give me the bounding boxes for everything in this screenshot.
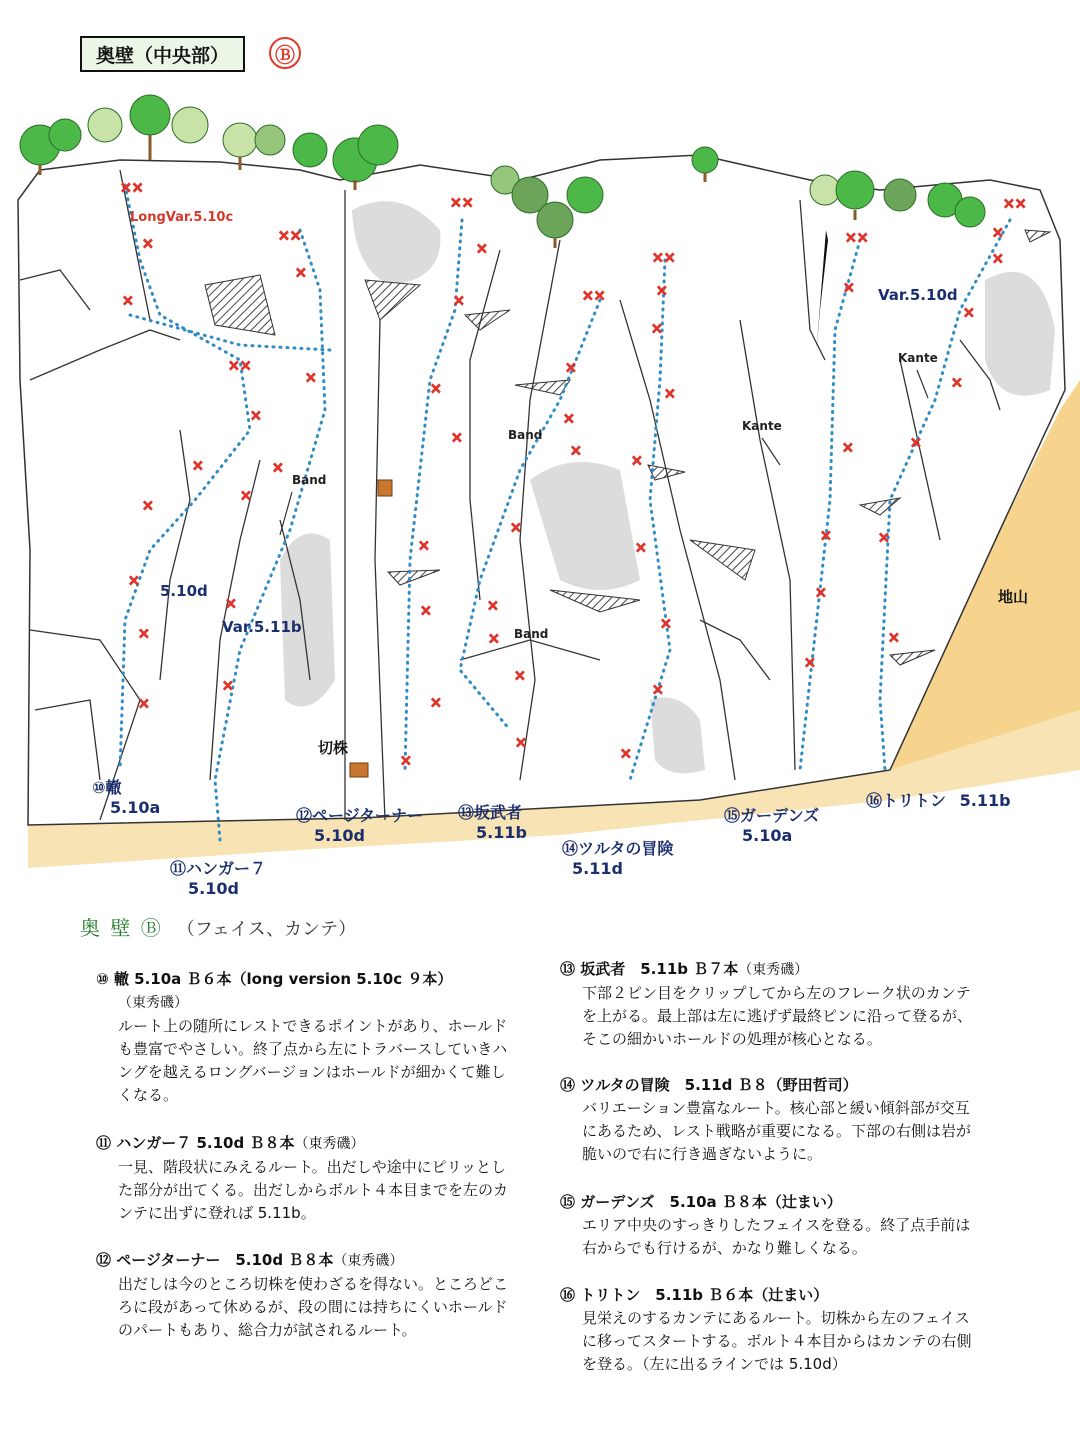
band-label-low: Band (514, 627, 549, 641)
bolt-mark: × (451, 430, 463, 446)
bolt-mark: × (515, 735, 527, 751)
bolt-mark: × (420, 603, 432, 619)
bolt-mark: × (430, 695, 442, 711)
bolt-mark: × (635, 540, 647, 556)
description-title: トリトン 5.11b Ｂ６本（辻まい） (580, 1286, 829, 1304)
description-route-15 (560, 1191, 980, 1260)
bolt-mark: ×× (228, 358, 252, 374)
description-title: 坂武者 5.11b Ｂ７本 (580, 960, 739, 978)
bolt-mark: × (138, 626, 150, 642)
description-num: ⑮ (560, 1193, 576, 1211)
description-head (560, 1074, 980, 1097)
bolt-mark: × (240, 488, 252, 504)
tree-8 (293, 133, 327, 167)
tree-5 (172, 107, 208, 143)
band-label-mid: Band (508, 428, 543, 442)
description-num: ⑩ (96, 970, 109, 988)
description-tag: （東秀磯） (333, 1253, 404, 1269)
crack-16 (460, 640, 600, 660)
route-15-name: ガーデンズ (740, 806, 820, 825)
route-13-name: 坂武者 (474, 803, 523, 822)
section-heading (80, 912, 356, 941)
bolt-mark: × (305, 370, 317, 386)
bolt-mark: × (514, 668, 526, 684)
crack-10 (470, 250, 500, 600)
route-14-grade: 5.11d (572, 859, 623, 878)
description-body: 一見、階段状にみえるルート。出だしや途中にピリッとした部分が出てくる。出だしからボルト４本目までを左のカンテに出ずに登れば 5.11b。 (118, 1158, 509, 1222)
overhang-3 (465, 310, 510, 330)
route-11-grade: 5.10d (188, 879, 239, 898)
bolt-mark: × (820, 528, 832, 544)
description-tag: （東秀磯） (294, 1136, 365, 1152)
bolt-mark: × (842, 440, 854, 456)
route-15-label (724, 806, 819, 846)
tree-6 (223, 123, 257, 157)
bolt-mark: × (565, 360, 577, 376)
description-title: ハンガー７ 5.10d Ｂ８本 (116, 1134, 295, 1152)
route-12-name: ページターナー (312, 806, 424, 825)
description-title: ツルタの冒険 5.11d Ｂ８（野田哲司） (580, 1076, 858, 1094)
bolt-mark: ×× (120, 180, 144, 196)
tree-15 (692, 147, 718, 173)
description-num: ⑫ (96, 1251, 112, 1269)
section-subtitle: （フェイス、カンテ） (176, 919, 357, 940)
overhang-5 (388, 570, 440, 585)
bolt-mark: ×× (1003, 196, 1027, 212)
description-head (96, 968, 516, 991)
bolt-mark: × (192, 458, 204, 474)
bolt-mark: × (400, 753, 412, 769)
bolt-mark: × (660, 616, 672, 632)
overhang-7 (690, 540, 755, 580)
route-11-num: ⑪ (170, 859, 187, 878)
route-16-label (866, 791, 1011, 811)
overhang-2 (365, 280, 420, 320)
description-num: ⑭ (560, 1076, 576, 1094)
kante-label-mid: Kante (742, 419, 782, 433)
route-14-label (562, 839, 673, 879)
shadow-area-4 (650, 698, 705, 774)
ground-label: 地山 (998, 588, 1029, 606)
bolt-mark: × (620, 746, 632, 762)
description-body: バリエーション豊富なルート。核心部と緩い傾斜部が交互にあるため、レスト戦略が重要になる。下部の右側は岩が脆いので右に行き過ぎないように。 (582, 1099, 971, 1163)
description-head (96, 1132, 516, 1156)
description-num: ⑯ (560, 1286, 576, 1304)
tree-13 (537, 202, 573, 238)
tree-14 (567, 177, 603, 213)
bolt-mark: × (142, 498, 154, 514)
description-body (96, 991, 516, 1107)
route-15-num: ⑮ (724, 806, 741, 825)
page-title: 奥壁（中央部） (80, 36, 245, 72)
route-16-num: ⑯ (866, 791, 883, 810)
long-var-label: LongVar.5.10c (130, 210, 234, 225)
bolt-mark: × (510, 520, 522, 536)
bolt-mark: × (476, 241, 488, 257)
description-route-14 (560, 1074, 980, 1166)
stump-upper (378, 480, 392, 496)
bolt-mark: × (910, 435, 922, 451)
route-10-grade: 5.10a (110, 798, 161, 817)
tree-line (20, 95, 985, 248)
bolt-mark: × (138, 696, 150, 712)
bolt-mark: ×× (582, 288, 606, 304)
var-510d-label: Var.5.10d (878, 286, 958, 304)
crack-13 (740, 320, 795, 770)
tree-2 (49, 119, 81, 151)
tree-10 (358, 125, 398, 165)
description-route-16 (560, 1284, 980, 1376)
route-13-num: ⑬ (458, 803, 475, 822)
bolt-mark: × (843, 280, 855, 296)
bolt-mark: × (272, 460, 284, 476)
description-title: ページターナー 5.10d Ｂ８本 (116, 1251, 334, 1269)
kante-label-right: Kante (898, 351, 938, 365)
bolt-mark: × (453, 293, 465, 309)
bolt-mark: × (992, 225, 1004, 241)
route-10-name: 轍 (105, 778, 122, 797)
route-10-label (92, 778, 160, 818)
route-13-grade: 5.11b (476, 823, 527, 842)
route-12-num: ⑫ (296, 806, 313, 825)
crack-5 (160, 430, 190, 680)
description-route-13 (560, 958, 980, 1051)
overhang-4 (515, 380, 570, 395)
description-tag: （東秀磯） (738, 962, 809, 978)
description-body: エリア中央のすっきりしたフェイスを登る。終了点手前は右からでも行けるが、かなり難しくなる。 (582, 1216, 971, 1257)
overhang-10 (890, 650, 935, 665)
bolt-mark: × (992, 251, 1004, 267)
crack-18 (20, 270, 90, 310)
overhang-11 (1025, 230, 1050, 242)
description-body: 出だしは今のところ切株を使わざるを得ない。ところどころに段があって休めるが、段の間には持ちにくいホールドのパートもあり、総合力が試されるルート。 (118, 1275, 509, 1339)
bolt-mark: × (563, 411, 575, 427)
bolt-mark: × (128, 573, 140, 589)
bolt-mark: ×× (278, 228, 302, 244)
dark-crack (816, 230, 828, 355)
bolt-mark: × (142, 236, 154, 252)
route-11-label (170, 859, 266, 899)
description-route-12 (96, 1249, 516, 1342)
shadow-area-5 (985, 272, 1055, 396)
tree-18 (884, 179, 916, 211)
description-tag: （東秀磯） (118, 995, 188, 1011)
bolt-mark: × (804, 655, 816, 671)
tree-17 (836, 171, 874, 209)
route-15-grade: 5.10a (742, 826, 793, 845)
description-route-11 (96, 1132, 516, 1225)
bolt-mark: × (951, 375, 963, 391)
route-16-grade: 5.11b (959, 791, 1011, 810)
description-head (560, 1284, 980, 1307)
description-text: ルート上の随所にレストできるポイントがあり、ホールドも豊富でやさしい。終了点から左にトラバースしていきハングを越えるロングバージョンはホールドが細かくて難しくなる。 (118, 1017, 508, 1104)
bolt-mark: × (250, 408, 262, 424)
tree-20 (955, 197, 985, 227)
bolt-mark: ×× (845, 230, 869, 246)
description-head (560, 958, 980, 982)
bolt-mark: × (570, 443, 582, 459)
bolt-mark: × (664, 386, 676, 402)
overhang-6 (550, 590, 640, 612)
description-title: 轍 5.10a Ｂ６本（long version 5.10c ９本） (113, 970, 453, 988)
stump-lower (350, 763, 368, 777)
bolt-mark: × (222, 678, 234, 694)
bolt-mark: × (225, 596, 237, 612)
grade-510d-label: 5.10d (160, 582, 208, 600)
route-13-label (458, 803, 527, 843)
route-16-name: トリトン (882, 791, 947, 810)
description-head (560, 1191, 980, 1214)
crack-2 (375, 320, 385, 820)
bolt-mark: × (487, 598, 499, 614)
overhang-9 (860, 498, 900, 515)
shadow-area-3 (530, 462, 640, 590)
description-title: ガーデンズ 5.10a Ｂ８本（辻まい） (580, 1193, 842, 1211)
route-11-name: ハンガー７ (186, 859, 267, 878)
band-label-left: Band (292, 473, 327, 487)
bolt-mark: × (963, 305, 975, 321)
overhang-1 (205, 275, 275, 335)
bolt-mark: × (488, 631, 500, 647)
description-num: ⑪ (96, 1134, 112, 1152)
tree-3 (88, 108, 122, 142)
route-12-label (296, 806, 423, 846)
crack-17 (700, 620, 770, 680)
crack-4 (30, 330, 180, 380)
bolt-mark: ×× (450, 195, 474, 211)
bolt-mark: × (631, 453, 643, 469)
bolt-mark: × (652, 682, 664, 698)
description-head (96, 1249, 516, 1273)
bolt-mark: × (888, 630, 900, 646)
description-body: 下部２ピン目をクリップしてから左のフレーク状のカンテを上がる。最上部は左に逃げず最終ピンに沿って登るが、そこの細かいホールドの処理が核心となる。 (582, 984, 973, 1048)
tree-4 (130, 95, 170, 135)
description-route-10 (96, 968, 516, 1107)
stump-label: 切株 (318, 739, 349, 757)
bolt-mark: × (656, 283, 668, 299)
bolt-mark: × (295, 265, 307, 281)
bolt-mark: ×× (652, 250, 676, 266)
route-10-num: ⑩ (92, 778, 106, 797)
route-14-num: ⑭ (562, 839, 579, 858)
bolt-mark: × (878, 530, 890, 546)
crack-9 (35, 700, 100, 780)
description-num: ⑬ (560, 960, 576, 978)
shadow-area-1 (352, 201, 440, 285)
topo-diagram (0, 80, 1080, 870)
bolt-mark: × (122, 293, 134, 309)
route-12-grade: 5.10d (314, 826, 365, 845)
bolt-mark: × (430, 381, 442, 397)
tree-7 (255, 125, 285, 155)
route-14-name: ツルタの冒険 (578, 839, 674, 858)
description-body: 見栄えのするカンテにあるルート。切株から左のフェイスに移ってスタートする。ボルト４本目からはカンテの右側を登る。（左に出るラインでは 5.10d） (582, 1309, 972, 1373)
crack-14 (800, 200, 825, 360)
var-511b-label: Var.5.11b (222, 618, 302, 636)
bolt-mark: × (418, 538, 430, 554)
sector-mark-b: Ⓑ (269, 37, 301, 69)
section-title: 奥 壁 Ⓑ (80, 916, 163, 940)
bolt-mark: × (651, 321, 663, 337)
kante-arrow-right (917, 370, 928, 398)
bolt-mark: × (815, 585, 827, 601)
